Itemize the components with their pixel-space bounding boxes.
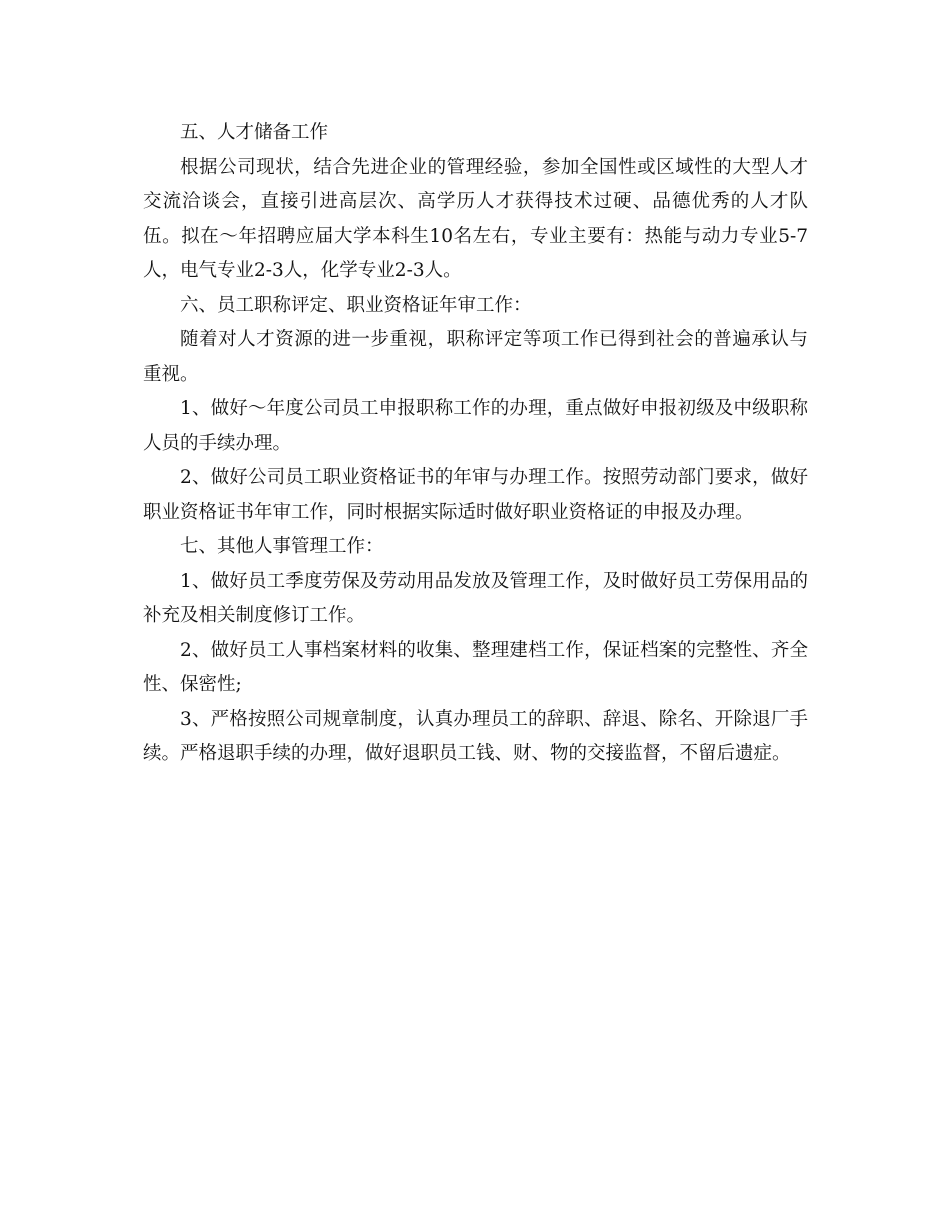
paragraph-talent-reserve: 根据公司现状，结合先进企业的管理经验，参加全国性或区域性的大型人才交流洽谈会，直接引进高层次、高学历人才获得技术过硬、品德优秀的人才队伍。拟在～年招聘应届大学本科生10名左右，专业主要有：热能与动力专业5-7人，电气专业2-3人，化学专业2-3人。 — [143, 156, 808, 281]
section-heading-title-evaluation: 六、员工职称评定、职业资格证年审工作： — [180, 294, 532, 316]
list-item-title-application: 1、做好～年度公司员工申报职称工作的办理，重点做好申报初级及中级职称人员的手续办理。 — [143, 398, 808, 454]
document-body — [143, 116, 808, 772]
section-heading-other-hr-work: 七、其他人事管理工作： — [180, 536, 384, 557]
paragraph-title-evaluation-intro: 随着对人才资源的进一步重视，职称评定等项工作已得到社会的普遍承认与重视。 — [143, 329, 808, 385]
list-item-resignation-procedures: 3、严格按照公司规章制度，认真办理员工的辞职、辞退、除名、开除退厂手续。严格退职手续的办理，做好退职员工钱、财、物的交接监督，不留后遗症。 — [143, 708, 808, 764]
section-heading-talent-reserve: 五、人才储备工作 — [180, 122, 329, 143]
list-item-labor-protection: 1、做好员工季度劳保及劳动用品发放及管理工作，及时做好员工劳保用品的补充及相关制度修订工作。 — [143, 570, 808, 626]
list-item-qualification-review: 2、做好公司员工职业资格证书的年审与办理工作。按照劳动部门要求，做好职业资格证书年审工作，同时根据实际适时做好职业资格证的申报及办理。 — [143, 467, 808, 523]
list-item-personnel-archives: 2、做好员工人事档案材料的收集、整理建档工作，保证档案的完整性、齐全性、保密性; — [143, 639, 808, 695]
